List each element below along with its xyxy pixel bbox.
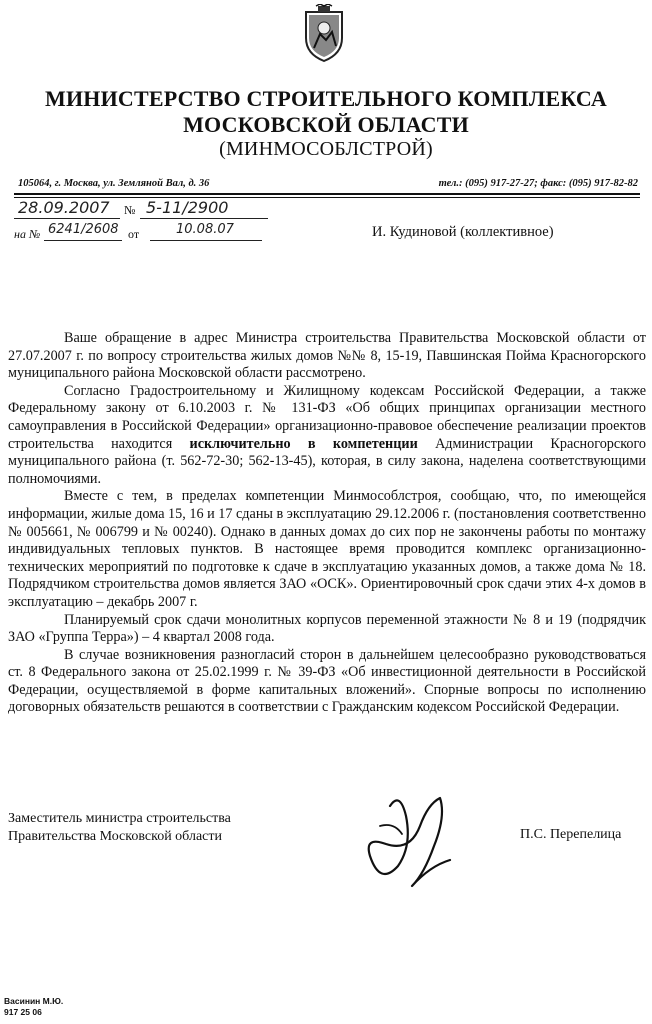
ministry-address: 105064, г. Москва, ул. Земляной Вал, д. 36 [18,178,210,189]
moscow-region-coat-of-arms-icon [300,4,348,64]
recipient: И. Кудиновой (коллективное) [372,224,554,240]
paragraph-5: В случае возникновения разногласий сторон в дальнейшем целесообразно руководствоваться ст. 8 Федерального закона от 25.02.1999 г. № 39-ФЗ «Об инвестиционной деятельности в Российской Федерации, осуществляемой в форме капитальных вложений». Спорные вопросы по исполнению договорных обязательств решаются в соответствии с Гражданским кодексом Российской Федерации. [8,646,646,716]
signatory-name: П.С. Перепелица [520,827,622,842]
ministry-title-line2: МОСКОВСКОЙ ОБЛАСТИ [183,112,469,137]
handwritten-signature [350,786,470,896]
paragraph-3: Вместе с тем, в пределах компетенции Минмособлстроя, сообщаю, что, по имеющейся информации, жилые дома 15, 16 и 17 сданы в эксплуатацию 29.12.2006 г. (постановления соответственно № 005661, № 006799 и № 00240). Однако в данных домах до сих пор не закончены работы по монтажу индивидуальных тепловых пунктов. В настоящее время проводится комплекс организационно-технических мероприятий по подготовке к сдаче в эксплуатацию указанных домов, а также дома № 18. Подрядчиком строительства домов является ЗАО «ОСК». Ориентировочный срок сдачи этих 4-х домов в эксплуатацию – декабрь 2007 г. [8,488,646,610]
reference-number-underline [44,240,122,241]
signatory-position-line2: Правительства Московской области [8,829,222,844]
ministry-title-line1: МИНИСТЕРСТВО СТРОИТЕЛЬНОГО КОМПЛЕКСА [44,86,607,111]
signatory-position [8,810,231,846]
number-underline [140,218,268,219]
reference-label: на № [14,227,41,241]
outgoing-date: 28.09.2007 [18,198,110,217]
reference-number: 6241/2608 [48,222,119,237]
paragraph-4: Планируемый срок сдачи монолитных корпусов переменной этажности № 8 и 19 (подрядчик ЗАО «Группа Терра») – 4 квартал 2008 года. [8,611,646,646]
date-underline [14,218,120,219]
reference-date: 10.08.07 [176,222,234,237]
header-rule-thick [14,193,640,195]
paragraph-2 [8,383,646,489]
paragraph-2-end: Администрации Красногорского муниципального района (т. 562-72-30; 562-13-45), которая, в силу закона, наделена соответствующими полномочиями. [8,435,647,487]
signatory-position-line1: Заместитель министра строительства [8,811,231,826]
outgoing-number: 5-11/2900 [146,198,229,217]
reference-from-label: от [128,227,140,241]
paragraph-2-start: Согласно Градостроительному и Жилищному кодексам Российской Федерации, а также Федеральному закону от 6.10.2003 г. № 131-ФЗ «Об общих принципах организации местного самоуправления в Российской Федерации» организационно-правовое обеспечение реализации проектов строительства находится [8,382,646,452]
reference-date-underline [150,240,262,241]
ministry-abbreviation: (МИНМОСОБЛСТРОЙ) [219,138,433,160]
executor-footer [4,996,63,1018]
paragraph-1: Ваше обращение в адрес Министра строительства Правительства Московской области от 27.07.2007 г. по вопросу строительства жилых домов №№ 8, 15-19, Павшинская Пойма Красногорского муниципального района Московской области рассмотрено. [8,330,646,382]
letter-body [8,330,646,717]
executor-name: Васинин М.Ю. [4,996,64,1006]
ministry-phones: тел.: (095) 917-27-27; факс: (095) 917-82-82 [438,178,638,189]
paragraph-2-emphasis: исключительно в компетенции [189,435,418,452]
executor-phone: 917 25 06 [4,1007,42,1017]
number-label: № [124,203,136,217]
contact-line [18,178,638,194]
